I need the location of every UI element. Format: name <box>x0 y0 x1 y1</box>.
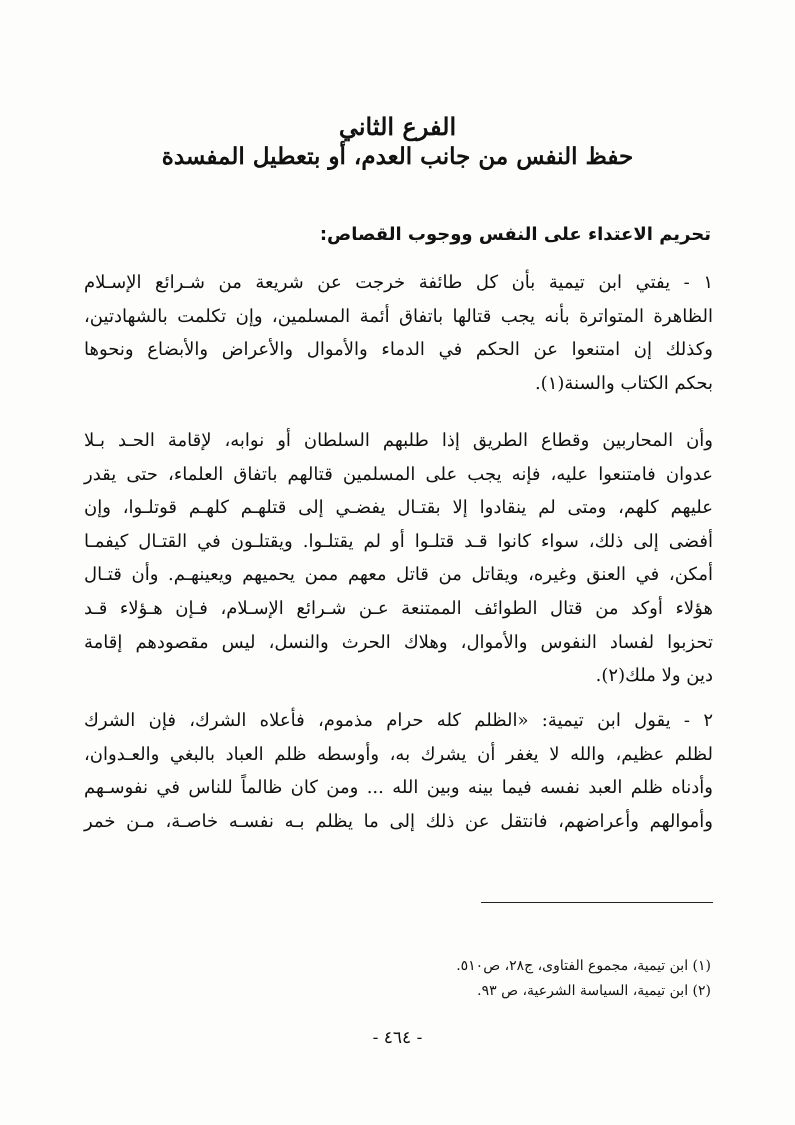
paragraph-2-line: وأن المحاربين وقطاع الطريق إذا طلبهم السلطان أو نوابه، لإقامة الحـد بـلا <box>84 430 713 451</box>
paragraph-3-line: وأدناه ظلم العبد نفسه فيما بينه وبين الله ... ومن كان ظالماً للناس في نفوسـهم <box>84 777 713 799</box>
paragraph-2-line: أمكن، في العنق وغيره، ويقاتل من قاتل معهم ممن يحميهم ويعينهـم. وأن قتـال <box>84 564 713 586</box>
paragraph-1-line: وكذلك إن امتنعوا عن الحكم في الدماء والأموال والأعراض والأبضاع ونحوها <box>84 339 713 361</box>
paragraph-2-line: عليهم كلهم، ومتى لم ينقادوا إلا بقتـال يفضـي إلى قتلهـم كلهـم قوتلـوا، وإن <box>84 497 713 519</box>
paragraph-2-line: تحزبوا لفساد النفوس والأموال، وهلاك الحرث والنسل، ليس مقصودهم إقامة <box>84 631 713 653</box>
footnote-2: (٢) ابن تيمية، السياسة الشرعية، ص ٩٣. <box>477 983 711 999</box>
paragraph-2-line: هؤلاء أوكد من قتال الطوائف الممتنعة عـن شـرائع الإسـلام، فـإن هـؤلاء قـد <box>84 598 713 619</box>
paragraph-2-line: أفضى إلى ذلك، سواء كانوا قـد قتلـوا أو لم يقتلـوا. ويقتلـون في القتـال كيفمـا <box>84 530 713 552</box>
paragraph-1-line: الظاهرة المتواترة بأنه يجب قتالها باتفاق أئمة المسلمين، وإن تكلمت بالشهادتين، <box>84 305 713 327</box>
footnote-1: (١) ابن تيمية، مجموع الفتاوى، ج٢٨، ص٥١٠. <box>456 958 711 974</box>
footnote-divider <box>481 902 713 903</box>
paragraph-3-line: لظلم عظيم، والله لا يغفر أن يشرك به، وأوسطه ظلم العباد بالبغي والعـدوان، <box>84 743 713 765</box>
page-number: - ٤٦٤ - <box>372 1028 423 1048</box>
paragraph-1-line: ١ - يفتي ابن تيمية بأن كل طائفة خرجت عن شريعة من شـرائع الإسـلام <box>84 272 713 293</box>
paragraph-2-line: دين ولا ملك(٢). <box>595 665 713 687</box>
section-subtitle: حفظ النفس من جانب العدم، أو بتعطيل المفسدة <box>161 143 634 170</box>
paragraph-3-line: ٢ - يقول ابن تيمية: «الظلم كله حرام مذموم، فأعلاه الشرك، فإن الشرك <box>84 710 713 731</box>
section-title: الفرع الثاني <box>338 112 457 141</box>
topic-heading: تحريم الاعتداء على النفس ووجوب القصاص: <box>319 224 711 245</box>
paragraph-2-line: عدوان فامتنعوا عليه، فإنه يجب على المسلمين قتالهم باتفاق العلماء، حتى يقدر <box>84 463 713 485</box>
paragraph-3-line: وأموالهم وأعراضهم، فانتقل عن ذلك إلى ما يظلم بـه نفسـه خاصـة، مـن خمر <box>84 810 713 832</box>
paragraph-1-line: بحكم الكتاب والسنة(١). <box>534 372 713 394</box>
